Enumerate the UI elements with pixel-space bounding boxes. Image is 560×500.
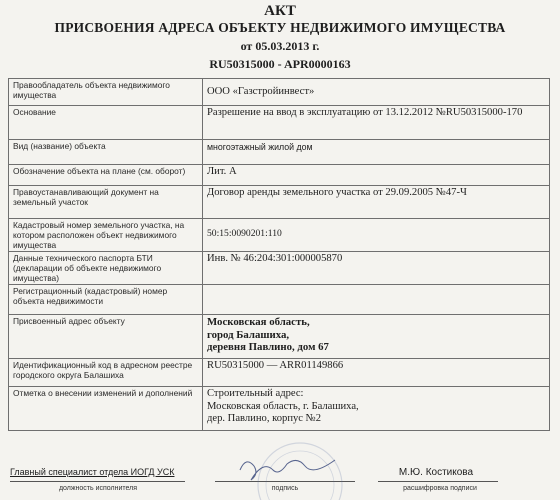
row-value-land-doc: Договор аренды земельного участка от 29.09.2005 №47-Ч (203, 186, 550, 219)
row-value-assigned-address (203, 315, 550, 359)
row-label-registry-code: Идентификационный код в адресном реестре городского округа Балашиха (9, 359, 203, 387)
table-row (9, 79, 550, 106)
table-row (9, 106, 550, 140)
table-row (9, 140, 550, 165)
row-value-registry-code: RU50315000 — ARR01149866 (203, 359, 550, 387)
act-number: RU50315000 - APR0000163 (209, 57, 351, 71)
row-value-owner: ООО «Газстройинвест» (203, 79, 550, 106)
table-row (9, 359, 550, 387)
act-date: от 05.03.2013 г. (240, 39, 320, 53)
row-value-changes (203, 387, 550, 431)
table-row (9, 387, 550, 431)
row-label-basis: Основание (9, 106, 203, 140)
row-value-basis: Разрешение на ввод в эксплуатацию от 13.12.2012 №RU50315000-170 (203, 106, 550, 140)
handwritten-signature (240, 460, 335, 480)
address-line: город Балашиха, (207, 328, 290, 341)
row-label-owner: Правообладатель объекта недвижимого имущества (9, 79, 203, 106)
act-title: АКТ (264, 3, 296, 19)
row-value-object-kind: многоэтажный жилой дом (203, 140, 550, 165)
name-underline (378, 481, 498, 482)
changes-line: Московская область, г. Балашиха, (207, 400, 359, 412)
row-value-cadastral-land: 50:15:0090201:110 (203, 219, 550, 252)
row-value-reg-number (203, 285, 550, 315)
row-label-bti: Данные технического паспорта БТИ (декларации об объекте недвижимого имущества) (9, 252, 203, 285)
signer-name: М.Ю. Костикова (398, 467, 474, 478)
act-table (8, 78, 550, 431)
changes-line: Строительный адрес: (207, 388, 304, 399)
address-line: Московская область, (207, 316, 310, 328)
address-line: деревня Павлино, дом 67 (207, 341, 329, 353)
row-value-bti: Инв. № 46:204:301:000005870 (203, 252, 550, 285)
row-label-changes: Отметка о внесении изменений и дополнений (9, 387, 203, 431)
table-row (9, 315, 550, 359)
table-row (9, 285, 550, 315)
position-caption: должность исполнителя (58, 485, 138, 492)
signature-caption: подпись (271, 485, 299, 492)
position-underline (10, 481, 185, 482)
changes-line: дер. Павлино, корпус №2 (207, 413, 322, 424)
row-label-land-doc: Правоустанавливающий документ на земельный участок (9, 186, 203, 219)
row-label-reg-number: Регистрационный (кадастровый) номер объекта недвижимости (9, 285, 203, 315)
table-row (9, 219, 550, 252)
row-label-object-kind: Вид (название) объекта (9, 140, 203, 165)
table-row (9, 252, 550, 285)
name-caption: расшифровка подписи (403, 485, 477, 492)
act-subtitle: ПРИСВОЕНИЯ АДРЕСА ОБЪЕКТУ НЕДВИЖИМОГО ИМУЩЕСТВА (54, 20, 506, 35)
signature-underline (215, 481, 355, 482)
row-label-plan-mark: Обозначение объекта на плане (см. оборот) (9, 165, 203, 186)
row-label-cadastral-land: Кадастровый номер земельного участка, на котором расположен объект недвижимого имущества (9, 219, 203, 252)
row-label-assigned-address: Присвоенный адрес объекту (9, 315, 203, 359)
row-value-plan-mark: Лит. А (203, 165, 550, 186)
signer-position: Главный специалист отдела ИОГД УСК (10, 467, 175, 477)
table-row (9, 186, 550, 219)
table-row (9, 165, 550, 186)
